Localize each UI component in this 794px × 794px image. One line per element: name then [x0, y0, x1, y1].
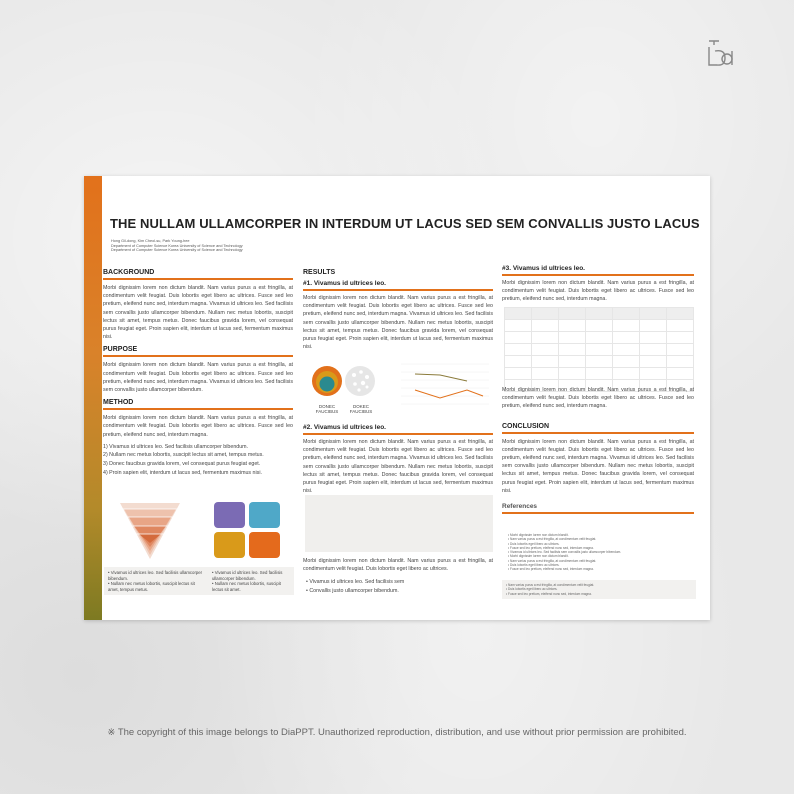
- references-box: [502, 580, 696, 599]
- background-heading: BACKGROUND: [103, 269, 293, 280]
- affiliation-line: Department of Computer Science Korea University of Science and Technology: [111, 243, 243, 248]
- left-column: [103, 269, 293, 477]
- diappt-logo-icon: [705, 37, 735, 69]
- list-item: • Duis lobortis eget libero ac ultrices.: [508, 563, 560, 568]
- author-line: Hong Gil-dong, Kim Cheol-su, Park Young-hee: [111, 239, 190, 243]
- result3-table: [504, 307, 694, 392]
- list-item: • Vivamus id ultrices leo. Sed facilisis sem: [306, 579, 405, 586]
- result1-circles: [308, 364, 378, 404]
- list-item: 1) Vivamus id ultrices leo. Sed facilisis ullamcorper bibendum.: [103, 443, 249, 450]
- poster-sidebar-accent: [84, 176, 102, 620]
- right-column: [502, 265, 694, 304]
- note-text: Nullam nec metus lobortis, suscipit lectus sit amet, tempus metus.: [108, 581, 195, 592]
- affiliation-line: Department of Computer Science Korea University of Science and Technology: [111, 248, 243, 253]
- reference-text: Fusce sed leo pretium, eleifend nunc sed, interdum magna.: [508, 591, 592, 596]
- reference-text: Duis lobortis eget libero ac ultrices.: [508, 587, 558, 592]
- list-item: • Duis lobortis eget libero ac ultrices.: [506, 587, 558, 592]
- result2-heading: #2. Vivamus id ultrices leo.: [303, 424, 493, 435]
- list-item: • Morbi dignissim lorem non dictum blandit.: [508, 554, 569, 559]
- list-item: • Nam varius purus a est fringilla, at condimentum velit feugiat.: [508, 558, 597, 563]
- bullet-text: Convallis justo ullamcorper bibendum.: [309, 588, 399, 594]
- references-list: [508, 533, 688, 572]
- result3-text: Morbi dignissim lorem non dictum blandit. Nam varius purus a est fringilla, at condimentum velit feugiat. Duis lobortis eget libero ac ultrices. Fusce sed leo pretium, eleifend nunc sed, interdum magna.: [502, 280, 694, 303]
- reference-text: Duis lobortis eget libero ac ultrices.: [510, 541, 560, 546]
- list-item: 2) Nullam nec metus lobortis, suscipit lectus sit amet, tempus metus.: [103, 452, 264, 459]
- reference-text: Morbi dignissim lorem non dictum blandit.: [510, 533, 569, 537]
- result3-heading: #3. Vivamus id ultrices leo.: [502, 265, 694, 276]
- reference-text: Nam varius purus a est fringilla, at condimentum velit feugiat.: [510, 558, 597, 563]
- list-item: • Fusce sed leo pretium, eleifend nunc sed, interdum magna.: [508, 567, 594, 572]
- conclusion-heading: CONCLUSION: [502, 423, 694, 434]
- copyright-notice: ※ The copyright of this image belongs to DiaPPT. Unauthorized reproduction, distribution, and use without prior permission are prohibited.: [107, 727, 687, 738]
- middle-column: [303, 269, 493, 351]
- list-item: • Nam varius purus a est fringilla, at condimentum velit feugiat.: [506, 583, 595, 587]
- authors-block: [111, 239, 243, 253]
- reference-text: Duis lobortis eget libero ac ultrices.: [510, 563, 560, 568]
- result3-text2: Morbi dignissim lorem non dictum blandit. Nam varius purus a est fringilla, at condimentum velit feugiat. Duis lobortis eget libero ac ultrices. Fusce sed leo pretium, eleifend nunc sed, interdum magna.: [502, 387, 694, 410]
- list-item: • Morbi dignissim lorem non dictum blandit.: [508, 533, 569, 537]
- poster-title: THE NULLAM ULLAMCORPER IN INTERDUM UT LACUS SED SEM CONVALLIS JUSTO LACUS: [110, 216, 700, 231]
- quadrant-blue: [249, 502, 280, 528]
- list-item: • Convallis justo ullamcorper bibendum.: [306, 588, 399, 594]
- circle-label-2: DOKEC FAUCIBUS: [349, 404, 373, 414]
- poster: [84, 176, 710, 620]
- list-item: • Nullam nec metus lobortis, suscipit lectus sit amet.: [212, 581, 281, 592]
- quadrant-amber: [214, 532, 245, 558]
- bullet-text: Vivamus id ultrices leo. Sed facilisis sem: [309, 579, 405, 586]
- method-heading: METHOD: [103, 399, 293, 410]
- list-item: • Vivamus id ultrices leo. Sed facilisis ullamcorper bibendum.: [108, 570, 203, 581]
- list-item: • Nam varius purus a est fringilla, at condimentum velit feugiat.: [508, 537, 597, 542]
- reference-text: Nam varius purus a est fringilla, at condimentum velit feugiat.: [510, 537, 597, 542]
- chart-line-series: [415, 390, 483, 398]
- list-item: • Vivamus id ultrices leo. Sed facilisis ullamcorper bibendum.: [212, 570, 283, 581]
- reference-text: Fusce sed leo pretium, eleifend nunc sed, interdum magna.: [510, 567, 594, 572]
- result2-footer: [303, 557, 493, 596]
- reference-text: Nam varius purus a est fringilla, at condimentum velit feugiat.: [508, 583, 595, 587]
- list-item: • Vivamus id ultrices leo. Sed facilisis sem convallis justo ullamcorper bibendum.: [508, 550, 622, 555]
- note-text: Vivamus id ultrices leo. Sed facilisis ullamcorper bibendum.: [108, 570, 203, 581]
- results-heading: RESULTS: [303, 269, 336, 276]
- result2-text: Morbi dignissim lorem non dictum blandit. Nam varius purus a est fringilla, at condimentum velit feugiat. Duis lobortis eget libero ac ultrices. Fusce sed leo pretium, eleifend nunc sed, interdum magna. Vivamus id ultrices leo. Sed facilisis sem convallis justo ullamcorper bibendum. Nullam nec metus lobortis, suscipit lectus sit amet, tempus metus. Donec faucibus gravida lorem, vel consequat purus feugiat eget. Proin sapien elit, interdum ut lacus sed, fermentum maximus nisi.: [303, 439, 493, 495]
- result2-block: [303, 424, 493, 495]
- result2-text2: Morbi dignissim lorem non dictum blandit. Nam varius purus a est fringilla, at condimentum velit feugiat. Duis lobortis eget libero ac ultrices.: [303, 558, 493, 573]
- method-note-1: [104, 567, 208, 595]
- note-text: Vivamus id ultrices leo. Sed facilisis ullamcorper bibendum.: [212, 570, 283, 581]
- circle-label-1: DONEC FAUCIBUS: [315, 404, 339, 414]
- list-item: • Duis lobortis eget libero ac ultrices.: [508, 541, 560, 546]
- result1-heading: #1. Vivamus id ultrices leo.: [303, 280, 493, 291]
- background-text: Morbi dignissim lorem non dictum blandit. Nam varius purus a est fringilla, at condimentum velit feugiat. Duis lobortis eget libero ac ultrices. Fusce sed leo pretium, eleifend nunc sed, interdum magna. Vivamus id ultrices leo. Sed facilisis sem convallis justo ullamcorper bibendum. Nullam nec metus lobortis, suscipit lectus sit amet, tempus metus. Donec faucibus gravida lorem, vel consequat purus feugiat eget. Proin sapien elit, interdum ut lacus sed, fermentum maximus nisi.: [103, 285, 293, 341]
- references-heading: References: [502, 503, 694, 514]
- result1-line-chart: [395, 360, 491, 406]
- note-text: Nullam nec metus lobortis, suscipit lectus sit amet.: [212, 581, 281, 592]
- list-item: 4) Proin sapien elit, interdum ut lacus sed, fermentum maximus nisi.: [103, 469, 262, 476]
- list-item: 3) Donec faucibus gravida lorem, vel consequat purus feugiat eget.: [103, 461, 261, 468]
- quadrant-orange: [249, 532, 280, 558]
- method-text: Morbi dignissim lorem non dictum blandit. Nam varius purus a est fringilla, at condimentum velit feugiat. Duis lobortis eget libero ac ultrices. Fusce sed leo pretium, eleifend nunc sed, interdum magna.: [103, 415, 293, 438]
- list-item: • Nullam nec metus lobortis, suscipit lectus sit amet, tempus metus.: [108, 581, 195, 592]
- method-note-2: [208, 567, 294, 595]
- list-item: • Fusce sed leo pretium, eleifend nunc sed, interdum magna.: [506, 591, 592, 596]
- result3-footer: [502, 386, 694, 517]
- quadrant-purple: [214, 502, 245, 528]
- list-item: • Fusce sed leo pretium, eleifend nunc sed, interdum magna.: [508, 545, 594, 550]
- reference-text: Fusce sed leo pretium, eleifend nunc sed, interdum magna.: [510, 545, 594, 550]
- result2-image-placeholder: [305, 495, 493, 552]
- purpose-text: Morbi dignissim lorem non dictum blandit. Nam varius purus a est fringilla, at condimentum velit feugiat. Duis lobortis eget libero ac ultrices. Fusce sed leo pretium, eleifend nunc sed, interdum magna. Vivamus id ultrices leo. Sed facilisis sem convallis justo ullamcorper bibendum.: [103, 362, 293, 394]
- method-steps: [103, 443, 293, 477]
- result1-text: Morbi dignissim lorem non dictum blandit. Nam varius purus a est fringilla, at condimentum velit feugiat. Duis lobortis eget libero ac ultrices. Fusce sed leo pretium, eleifend nunc sed, interdum magna. Vivamus id ultrices leo. Sed facilisis sem convallis justo ullamcorper bibendum. Nullam nec metus lobortis, suscipit lectus sit amet, tempus metus. Donec faucibus gravida lorem, vel consequat purus feugiat eget. Proin sapien elit, interdum ut lacus sed, fermentum maximus nisi.: [303, 295, 493, 351]
- quadrant-graphic: [214, 502, 280, 560]
- reference-text: Morbi dignissim lorem non dictum blandit.: [510, 554, 569, 559]
- conclusion-text: Morbi dignissim lorem non dictum blandit. Nam varius purus a est fringilla, at condimentum velit feugiat. Duis lobortis eget libero ac ultrices. Fusce sed leo pretium, eleifend nunc sed, interdum magna. Vivamus id ultrices leo. Sed facilisis sem convallis justo ullamcorper bibendum. Nullam nec metus lobortis, suscipit lectus sit amet, tempus metus. Donec faucibus gravida lorem, vel consequat purus feugiat eget. Proin sapien elit, interdum ut lacus sed, fermentum maximus nisi.: [502, 438, 694, 494]
- result2-bullets: [303, 578, 493, 595]
- purpose-heading: PURPOSE: [103, 346, 293, 357]
- reference-text: Vivamus id ultrices leo. Sed facilisis sem convallis justo ullamcorper bibendum.: [510, 550, 622, 555]
- funnel-graphic: [120, 503, 180, 561]
